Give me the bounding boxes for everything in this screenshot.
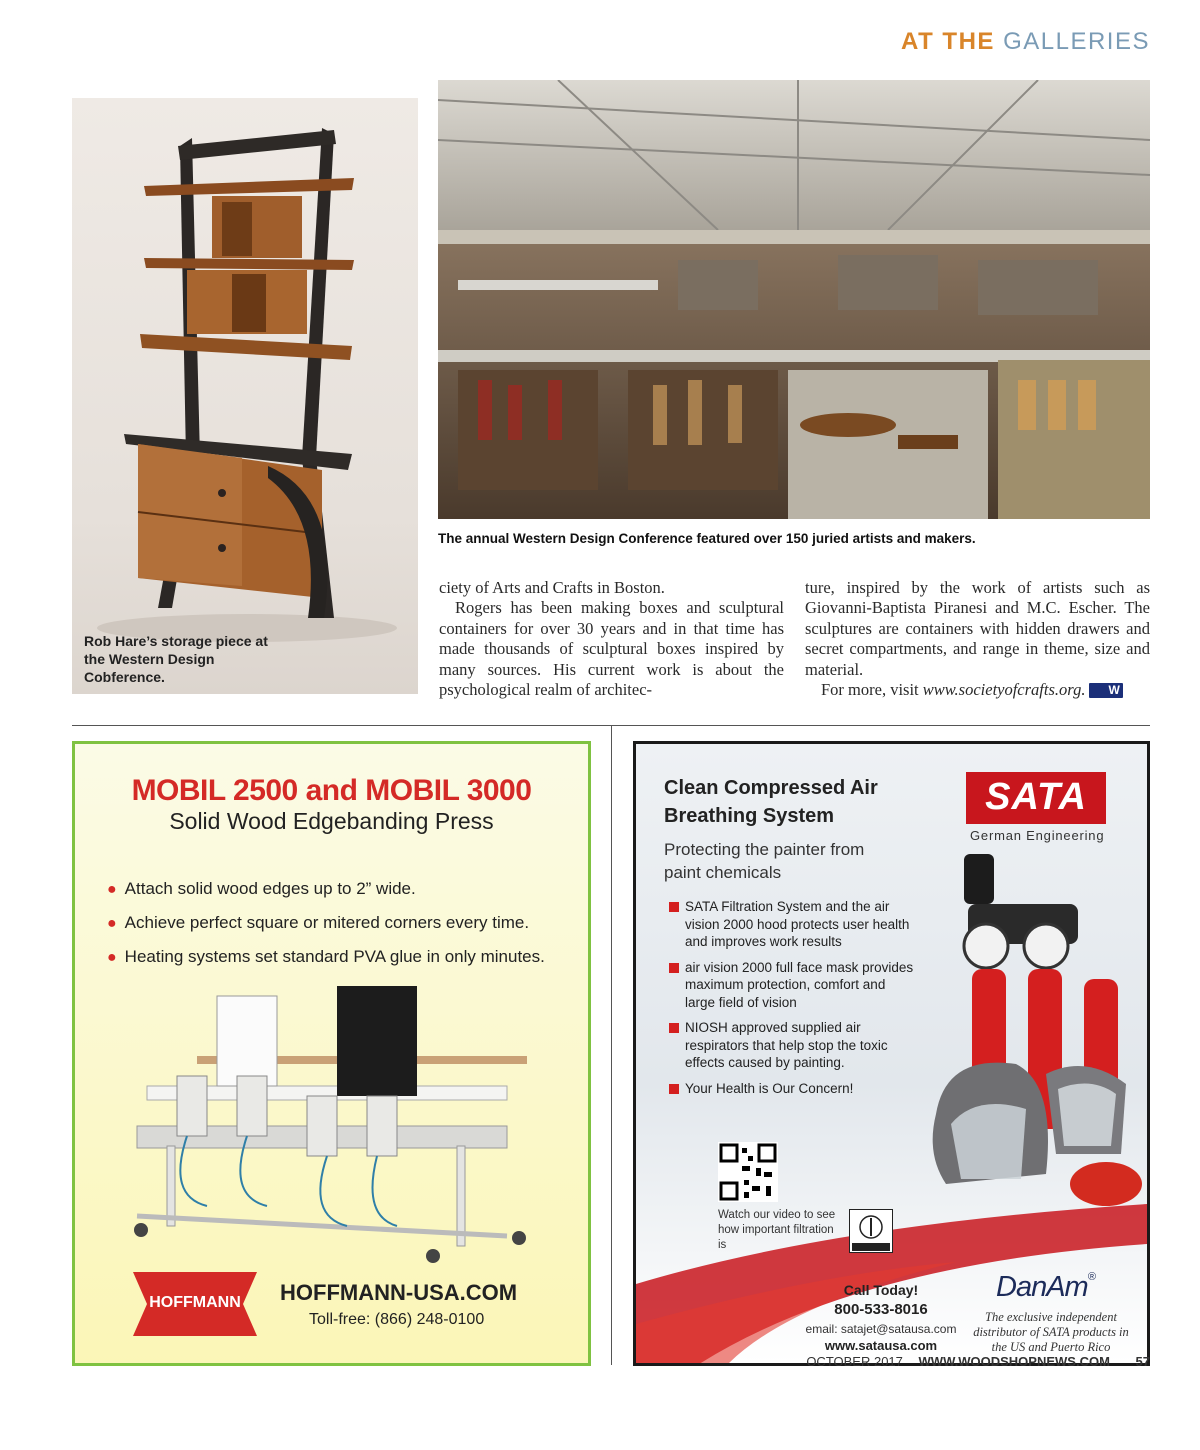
feature-text: SATA Filtration System and the air vision 2000 hood protects user health and improves work results: [685, 899, 910, 949]
hoffmann-advertisement[interactable]: [72, 741, 591, 1366]
red-square-bullet-icon: [669, 1023, 679, 1033]
feature-item: [669, 1019, 919, 1072]
storage-piece-caption: Rob Hare’s storage piece at the Western Design Cobference.: [84, 633, 268, 685]
feature-item: [107, 906, 545, 940]
niosh-seal-icon: [849, 1209, 893, 1253]
sata-feature-list: [669, 898, 919, 1105]
bullet-icon: ●: [107, 881, 117, 898]
bullet-icon: ●: [107, 915, 117, 932]
call-today-label: Call Today!: [843, 1282, 919, 1298]
storage-piece-illustration: [72, 98, 418, 694]
storage-piece-photo: [72, 98, 418, 694]
feature-item: [669, 1080, 919, 1098]
issue-date: OCTOBER 2017: [806, 1354, 903, 1369]
conference-hall-photo: [438, 80, 1150, 519]
hoffmann-feature-list: [107, 872, 545, 974]
sata-ad-subtitle: Protecting the painter from paint chemicals: [664, 840, 865, 882]
section-header: [901, 28, 1150, 56]
article-column-2: [805, 578, 1150, 700]
woodshop-news-end-mark-icon: W: [1089, 683, 1122, 698]
vertical-divider: [611, 725, 612, 1365]
conference-hall-caption: The annual Western Design Conference featured over 150 juried artists and makers.: [438, 531, 976, 546]
danam-logo: [996, 1271, 1095, 1304]
society-of-crafts-link[interactable]: www.societyofcrafts.org.: [922, 680, 1086, 700]
qr-code-caption: Watch our video to see how important filtration is: [718, 1209, 836, 1251]
feature-item: [669, 959, 919, 1012]
sata-advertisement[interactable]: [633, 741, 1150, 1366]
filtration-system-and-respirator-image: [906, 854, 1146, 1234]
feature-text: Achieve perfect square or mitered corners every time.: [124, 913, 530, 932]
feature-item: [107, 940, 545, 974]
page-number: 57: [1135, 1354, 1150, 1369]
red-square-bullet-icon: [669, 902, 679, 912]
feature-text: Your Health is Our Concern!: [685, 1080, 854, 1096]
article-column-1: [439, 578, 784, 700]
hoffmann-ad-subtitle: Solid Wood Edgebanding Press: [169, 808, 494, 834]
section-header-at: AT THE: [901, 28, 995, 55]
section-header-galleries: GALLERIES: [1003, 28, 1150, 55]
sata-ad-title: Clean Compressed Air Breathing System: [664, 777, 878, 827]
qr-code-icon[interactable]: [718, 1142, 778, 1202]
sata-logo-text: SATA: [985, 776, 1087, 818]
danam-distributor-note: The exclusive independent distributor of SATA products in the US and Puerto Rico: [973, 1310, 1129, 1354]
sata-email[interactable]: email: satajet@satausa.com: [805, 1322, 957, 1336]
feature-text: Attach solid wood edges up to 2” wide.: [124, 879, 416, 898]
red-square-bullet-icon: [669, 963, 679, 973]
hoffmann-phone[interactable]: Toll-free: (866) 248-0100: [309, 1311, 485, 1328]
footer-website[interactable]: WWW.WOODSHOPNEWS.COM: [918, 1354, 1110, 1369]
page-footer: [806, 1354, 1150, 1369]
edgebanding-press-image: [127, 976, 547, 1266]
article-paragraph: ture, inspired by the work of artists such as Giovanni-Baptista Piranesi and M.C. Escher. The sculptures are containers with hidden drawers and secret compartments, and range in theme, size and material.: [805, 578, 1150, 679]
article-paragraph: Rogers has been making boxes and sculptural containers for over 30 years and in that time has made thousands of sculptural boxes inspired by many sources. His current work is about the psychological realm of architec-: [439, 598, 784, 700]
sata-tagline: German Engineering: [970, 828, 1105, 843]
feature-text: air vision 2000 full face mask provides maximum protection, comfort and large field of vision: [685, 959, 914, 1010]
registered-mark: ®: [1087, 1271, 1095, 1283]
sata-phone[interactable]: 800-533-8016: [834, 1301, 928, 1318]
feature-item: [107, 872, 545, 906]
hoffmann-logo-text: HOFFMANN: [149, 1294, 241, 1311]
feature-text: NIOSH approved supplied air respirators that help stop the toxic effects caused by painting.: [685, 1020, 888, 1070]
red-square-bullet-icon: [669, 1084, 679, 1094]
conference-hall-illustration: [438, 80, 1150, 519]
hoffmann-ad-title: MOBIL 2500 and MOBIL 3000: [131, 774, 532, 807]
bullet-icon: ●: [107, 949, 117, 966]
danam-logo-text: DanAm: [996, 1271, 1088, 1303]
feature-text: Heating systems set standard PVA glue in only minutes.: [124, 947, 545, 966]
article-more-prefix: For more, visit: [821, 680, 919, 700]
article-paragraph: ciety of Arts and Crafts in Boston.: [439, 578, 665, 597]
feature-item: [669, 898, 919, 951]
sata-website[interactable]: www.satausa.com: [824, 1338, 938, 1353]
hoffmann-website[interactable]: HOFFMANN-USA.COM: [280, 1280, 518, 1305]
article-more-line: [805, 680, 1150, 700]
